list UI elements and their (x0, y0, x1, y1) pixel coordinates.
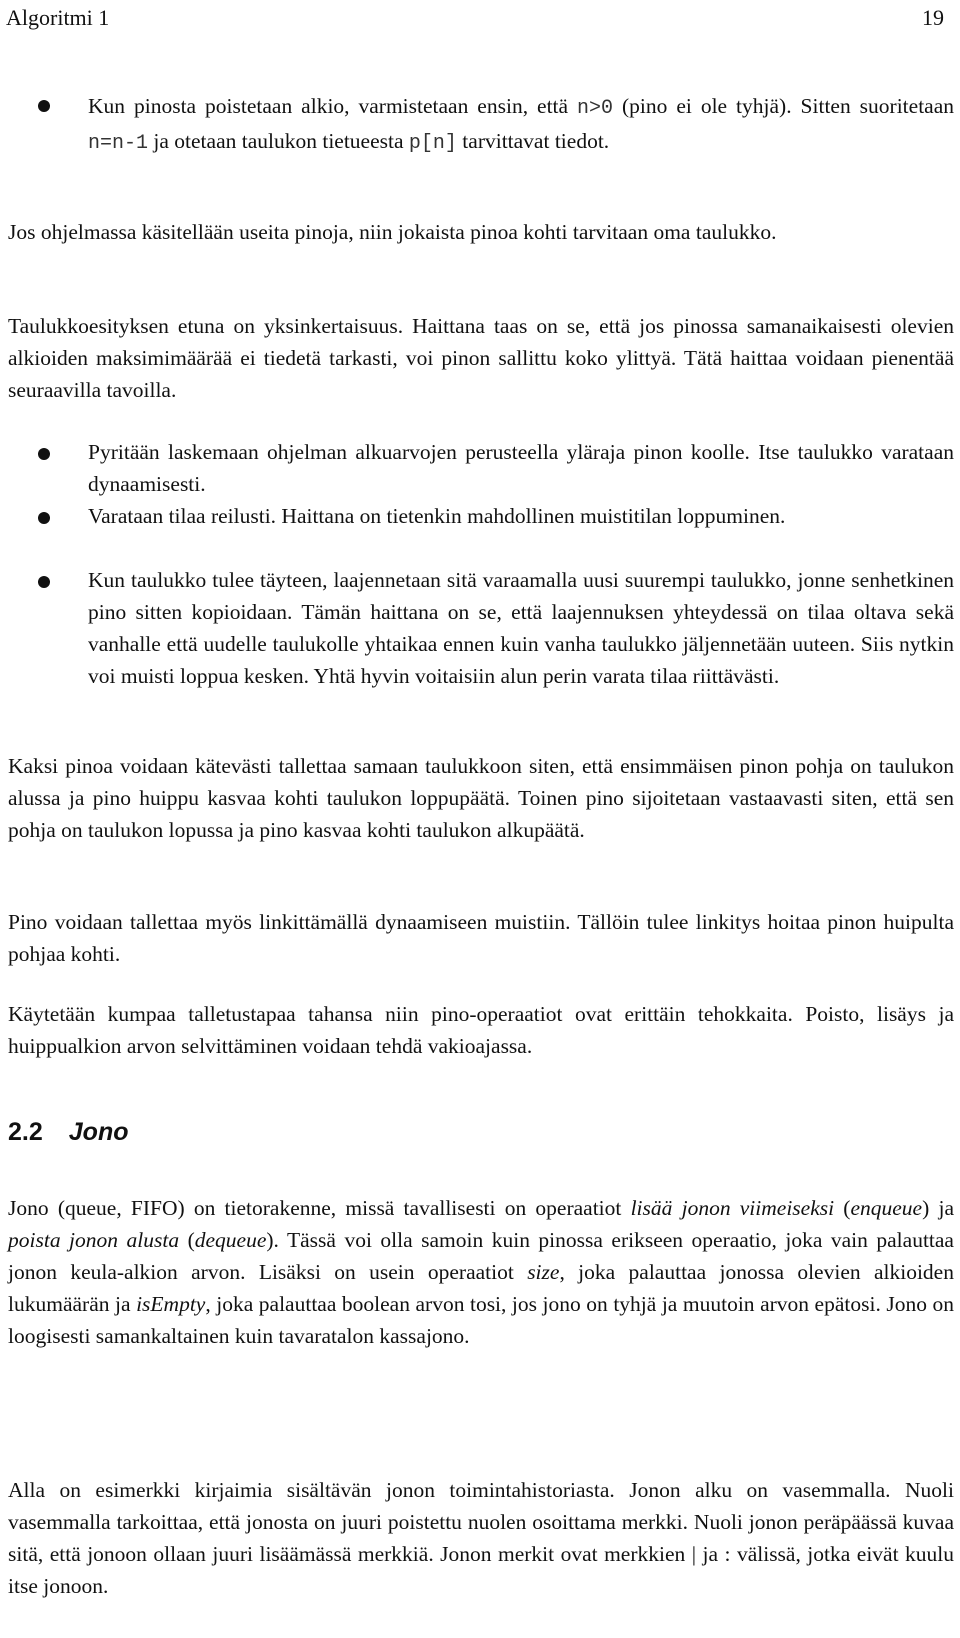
paragraph-two-stacks: Kaksi pinoa voidaan kätevästi tallettaa samaan taulukkoon siten, että ensimmäisen pinon pohja on taulukon alussa ja pino huippu kasvaa kohti taulukon loppupäätä. Toinen pino sijoitetaan vastaavasti siten, että sen pohja on taulukon lopussa ja pino kasvaa kohti taulukon alkupäätä. (8, 754, 954, 842)
paragraph-efficiency: Käytetään kumpaa talletustapaa tahansa niin pino-operaatiot ovat erittäin tehokkaita. Poisto, lisäys ja huippualkion arvon selvittäminen voidaan tehdä vakioajassa. (8, 1002, 954, 1058)
page-number: 19 (922, 5, 944, 30)
code-n-gt-0: n>0 (577, 97, 614, 120)
page-header (6, 4, 954, 36)
paragraph-queue-definition: Jono (queue, FIFO) on tietorakenne, missä tavallisesti on operaatiot lisää jonon viimeiseksi (enqueue) ja poista jonon alusta (dequeue). Tässä voi olla samoin kuin pinossa erikseen operaatio, joka vain palauttaa jonon keula-alkion arvon. Lisäksi on usein operaatiot size, joka palauttaa jonossa olevien alkioiden lukumäärän ja isEmpty, joka palauttaa boolean arvon tosi, jos jono on tyhjä ja muutoin arvon epätosi. Jono on loogisesti samankaltainen kuin tavaratalon kassajono. (8, 1196, 954, 1348)
section-title: Jono (68, 1118, 129, 1146)
bullet-expand-array: Kun taulukko tulee täyteen, laajennetaan sitä varaamalla uusi suurempi taulukko, jonne senhetkinen pino sitten kopioidaan. Tämän haittana on se, että laajennuksen yhteydessä on tilaa oltava sekä vanhalle että uudelle taulukolle yhtaikaa ennen kuin vanha taulukko jäljennetään uuteen. Siis nytkin voi muisti loppua kesken. Yhtä hyvin voitaisiin alun perin varata tilaa riittävästi. (88, 568, 954, 688)
bullet-upper-bound: Pyritään laskemaan ohjelman alkuarvojen perusteella yläraja pinon koolle. Itse taulukko varataan dynaamisesti. (88, 440, 954, 496)
running-title: Algoritmi 1 (6, 5, 110, 30)
paragraph-linked-stack: Pino voidaan tallettaa myös linkittämällä dynaamiseen muistiin. Tällöin tulee linkitys hoitaa pinon huipulta pohjaa kohti. (8, 910, 954, 966)
paragraph-queue-example: Alla on esimerkki kirjaimia sisältävän jonon toimintahistoriasta. Jonon alku on vasemmalla. Nuoli vasemmalla tarkoittaa, että jonosta on juuri poistettu nuolen osoittama merkki. Nuoli jonon peräpäässä kuvaa sitä, että jonoon ollaan juuri lisäämässä merkkiä. Jonon merkit ovat merkkien | ja : välissä, jotka eivät kuulu itse jonoon. (8, 1478, 954, 1598)
section-number: 2.2 (8, 1118, 43, 1146)
code-n-decrement: n=n-1 (88, 132, 149, 155)
bullet-marker (38, 576, 50, 588)
bullet-pop-description: Kun pinosta poistetaan alkio, varmistetaan ensin, että n>0 (pino ei ole tyhjä). Sitten suoritetaan n=n-1 ja otetaan taulukon tietueesta p[n] tarvittavat tiedot. (88, 94, 955, 155)
bullet-marker (38, 512, 50, 524)
bullet-reserve-space: Varataan tilaa reilusti. Haittana on tietenkin mahdollinen muistitilan loppuminen. (88, 504, 786, 528)
bullet-marker (38, 100, 50, 112)
paragraph-array-advantages: Taulukkoesityksen etuna on yksinkertaisuus. Haittana taas on se, että jos pinossa samanaikaisesti olevien alkioiden maksimimäärää ei tiedetä tarkasti, voi pinon sallittu koko ylittyä. Tätä haittaa voidaan pienentää seuraavilla tavoilla. (8, 314, 954, 402)
bullet-marker (38, 448, 50, 460)
section-heading (8, 1116, 128, 1148)
code-p-n: p[n] (408, 132, 457, 155)
paragraph-multiple-stacks: Jos ohjelmassa käsitellään useita pinoja, niin jokaista pinoa kohti tarvitaan oma taulukko. (8, 220, 777, 244)
